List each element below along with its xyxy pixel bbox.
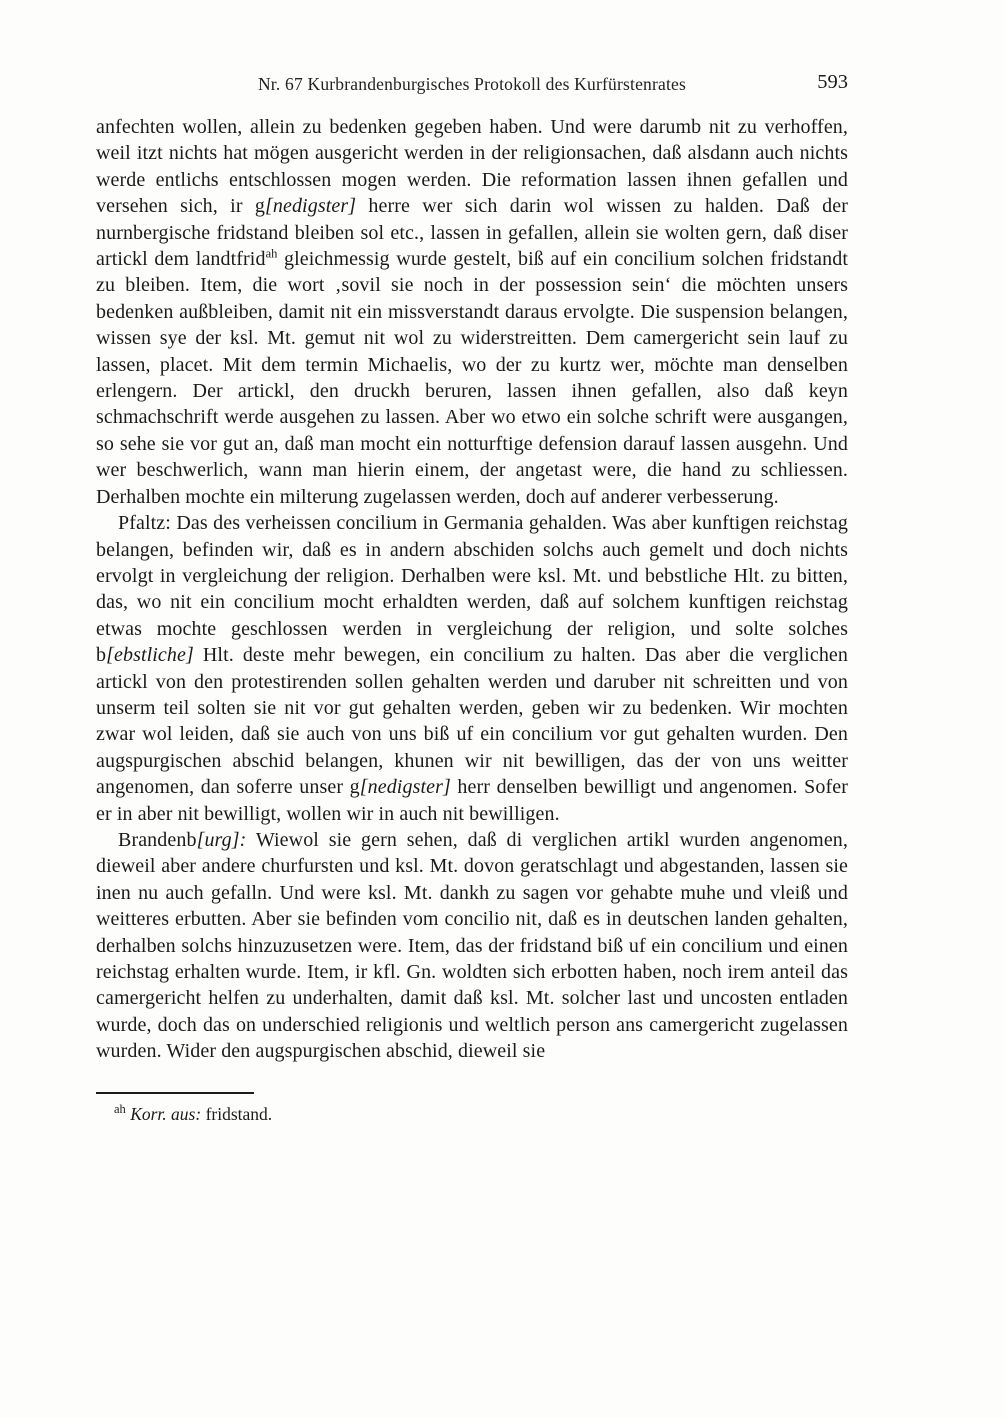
running-title: Nr. 67 Kurbrandenburgisches Protokoll des Kurfürstenrates [257, 74, 687, 94]
body-text [96, 114, 848, 1065]
footnote-text: Korr. aus: fridstand. [125, 1103, 273, 1124]
footnote-separator-rule [96, 1092, 254, 1094]
footnote-area [96, 1092, 848, 1125]
paragraph-continuation: anfechten wollen, allein zu bedenken gegeben haben. Und were darumb nit zu verhoffen, weil itzt nichts hat mögen ausgericht werden in der religionsachen, daß alsdann auch nichts werde entlichs entschlossen mogen werden. Die reformation lassen ihnen gefallen und versehen sich, ir g[nedigster] herre wer sich darin wol wissen zu halden. Daß der nurnbergische fridstand bleiben sol etc., lassen in gefallen, allein sie wolten gern, daß diser artickl dem landtfrid$^{ah}$ gleichmessig wurde gestelt, biß auf ein concilium solchen fridstandt zu bleiben. Item, die wort ‚sovil sie noch in der possession sein‘ die möchten unsers bedenken außbleiben, damit nit ein missverstandt daraus ervolgte. Die suspension belangen, wissen sye der ksl. Mt. gemut nit wol zu widerstreitten. Dem camergericht sein lauf zu lassen, placet. Mit dem termin Michaelis, wo der zu kurtz wer, möchte man denselben erlengern. Der artickl, den druckh beruren, lassen ihnen gefallen, also daß keyn schmachschrift werde ausgehen zu lassen. Aber wo etwo ein solche schrift were ausgangen, so sehe sie vor gut an, daß man mocht ein notturftige defension darauf lassen ausgehn. Und wer beschwerlich, wann man hierin einem, der angetast were, die hand zu schliessen. Derhalben mochte ein milterung zugelassen werden, doch auf anderer verbesserung. [96, 116, 848, 508]
paragraph-brandenburg: Brandenb[urg]: Wiewol sie gern sehen, daß di verglichen artikl wurden angenomen, dieweil aber andere churfursten und ksl. Mt. dovon geratschlagt und abgestanden, lassen sie inen nu auch gefalln. Und were ksl. Mt. dankh zu sagen vor gehabte muhe und vleiß und weitteres erbutten. Aber sie befinden vom concilio nit, daß es in deutschen landen gehalten, derhalben solchs hinzuzusetzen were. Item, das der fridstand biß uf ein concilium und einen reichstag erhalten wurde. Item, ir kfl. Gn. woldten sich erbotten haben, noch irem anteil das camergericht helfen zu underhalten, damit daß ksl. Mt. solcher last und uncosten entladen wurde, doch das on underschied religionis und weltlich person ans camergericht zugelassen wurden. Wider den augspurgischen abschid, dieweil sie [96, 828, 848, 1063]
footnote-marker: ah [114, 1101, 126, 1116]
paragraph-pfaltz: Pfaltz: Das des verheissen concilium in Germania gehalden. Was aber kunftigen reichstag belangen, befinden wir, daß es in andern abschiden solchs auch gemelt und doch nichts ervolgt in vergleichung der religion. Derhalben were ksl. Mt. und bebstliche Hlt. zu bitten, das, wo nit ein concilium mocht erhaldten werden, daß auf solchem kunftigen reichstag etwas mochte geschlossen werden in vergleichung der religion, und solte solches b[ebstliche] Hlt. deste mehr bewegen, ein concilium zu halten. Das aber die verglichen artickl von den protestirenden sollen gehalten werden und daruber nit schreitten und von unserm teil solten sie nit vor gut gehalten werden, geben wir zu bedenken. Wir mochten zwar wol leiden, daß sie auch von uns biß uf ein concilium vor gut gehalten wurden. Den augspurgischen abschid belangen, khunen wir nit bewilligen, das der von uns weitter angenomen, dan soferre unser g[nedigster] herr denselben bewilligt und angenomen. Sofer er in aber nit bewilligt, wollen wir in auch nit bewilligen. [96, 512, 848, 825]
footnote [96, 1103, 848, 1125]
page-number: 593 [817, 71, 848, 93]
page-header [96, 71, 848, 100]
